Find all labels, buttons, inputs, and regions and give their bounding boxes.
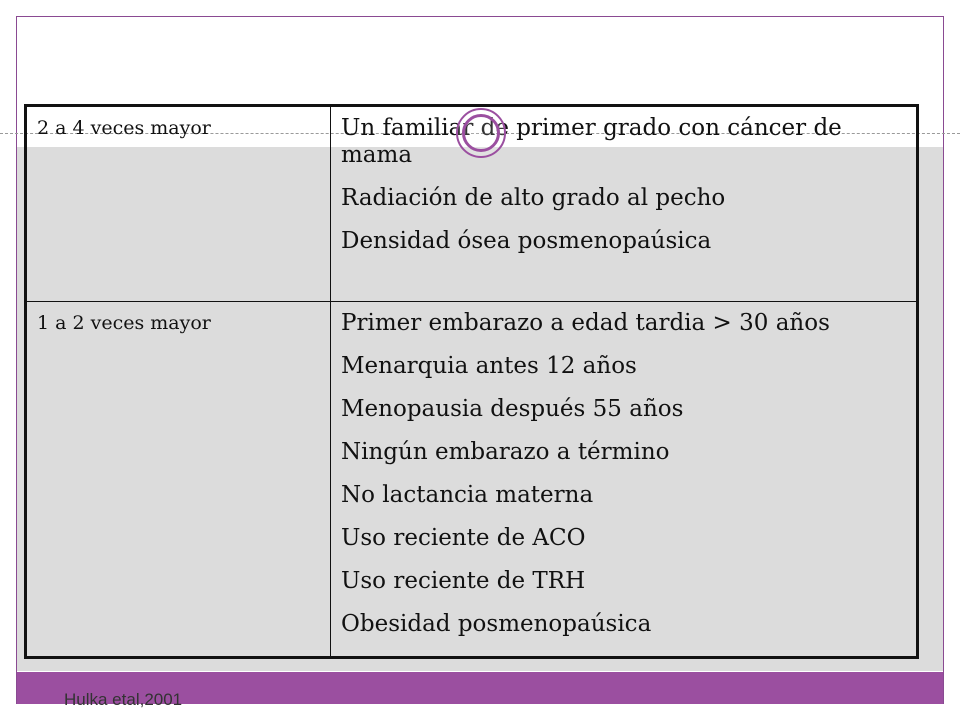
list-item: Uso reciente de ACO <box>341 525 586 551</box>
list-item: Densidad ósea posmenopaúsica <box>341 228 712 254</box>
risk-factors-cell <box>331 302 918 658</box>
list-item: Ningún embarazo a término <box>341 439 670 465</box>
risk-level-cell: 1 a 2 veces mayor <box>26 302 331 658</box>
list-item: Menarquia antes 12 años <box>341 353 637 379</box>
factor-list <box>341 310 908 638</box>
list-item: Uso reciente de TRH <box>341 568 586 594</box>
list-item: No lactancia materna <box>341 482 594 508</box>
list-item: Menopausia después 55 años <box>341 396 684 422</box>
factor-list <box>341 115 908 255</box>
citation-text: Hulka etal,2001 <box>64 690 183 709</box>
risk-factor-table <box>24 104 919 659</box>
decorative-ring-inner-icon <box>462 114 500 152</box>
list-item: Un familiar de primer grado con cáncer de mama <box>341 115 842 168</box>
table-row <box>26 302 918 658</box>
risk-factors-cell <box>331 106 918 302</box>
list-item: Radiación de alto grado al pecho <box>341 185 726 211</box>
risk-level-cell: 2 a 4 veces mayor <box>26 106 331 302</box>
list-item: Obesidad posmenopaúsica <box>341 611 652 637</box>
list-item: Primer embarazo a edad tardia > 30 años <box>341 310 830 336</box>
